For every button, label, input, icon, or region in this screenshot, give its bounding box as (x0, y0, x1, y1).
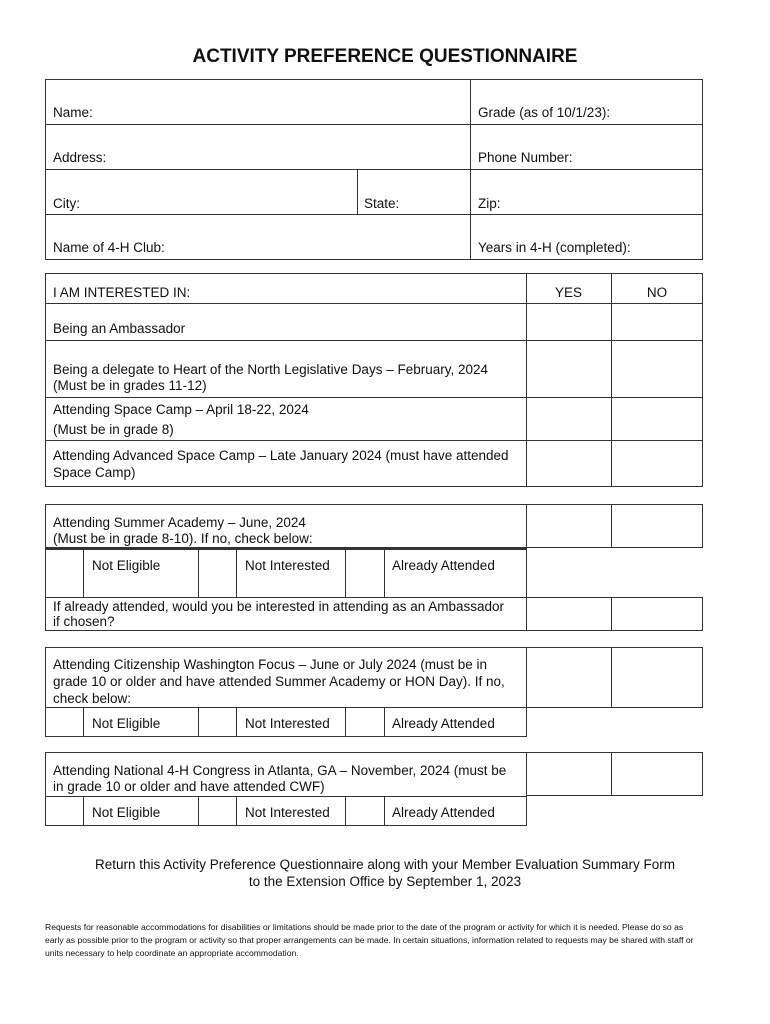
cwf-note: check below: (53, 691, 132, 706)
no-checkbox[interactable] (612, 304, 702, 339)
options-divider (83, 707, 84, 737)
no-header: NO (646, 285, 668, 300)
not-eligible-label: Not Eligible (92, 558, 161, 573)
info-divider (357, 169, 358, 214)
not-interested-label: Not Interested (245, 716, 330, 731)
cwf-note: grade 10 or older and have attended Summer Academy or HON Day). If no, (53, 674, 505, 689)
row-advanced-space-camp: Attending Advanced Space Camp – Late January 2024 (must have attended (53, 448, 509, 463)
options-divider (83, 548, 84, 598)
accommodation-notice: units necessary to help coordinate an appropriate accommodation. (45, 948, 299, 958)
not-eligible-label: Not Eligible (92, 716, 161, 731)
zip-label: Zip: (478, 196, 501, 211)
yes-header: YES (554, 285, 582, 300)
not-eligible-label: Not Eligible (92, 805, 161, 820)
already-attended-checkbox[interactable] (346, 550, 384, 597)
state-field[interactable] (404, 193, 468, 213)
ambassador-followup-label: If already attended, would you be interested in attending as an Ambassador (53, 599, 505, 614)
yes-checkbox[interactable] (527, 441, 610, 486)
name-label: Name: (53, 105, 93, 120)
grade-field[interactable] (618, 102, 700, 122)
club-label: Name of 4-H Club: (53, 240, 165, 255)
address-label: Address: (53, 150, 107, 165)
address-field[interactable] (112, 147, 466, 167)
yes-checkbox[interactable] (527, 304, 610, 339)
row-advanced-space-camp-note: Space Camp) (53, 465, 136, 480)
options-divider (384, 707, 385, 737)
ambassador-followup-note: if chosen? (53, 614, 115, 629)
yes-checkbox[interactable] (527, 341, 610, 396)
congress-label: Attending National 4-H Congress in Atlanta, GA – November, 2024 (must be (53, 763, 507, 778)
return-instructions-deadline: to the Extension Office by September 1, 2023 (248, 874, 522, 889)
not-interested-label: Not Interested (245, 558, 330, 573)
summer-academy-note: (Must be in grade 8-10). If no, check below: (53, 531, 313, 546)
already-attended-checkbox[interactable] (346, 797, 384, 825)
row-ambassador: Being an Ambassador (53, 321, 186, 336)
state-label: State: (364, 196, 400, 211)
no-checkbox[interactable] (612, 441, 702, 486)
cwf-label: Attending Citizenship Washington Focus – June or July 2024 (must be in (53, 657, 487, 672)
phone-field[interactable] (578, 147, 700, 167)
yes-checkbox[interactable] (526, 504, 612, 548)
accommodation-notice: early as possible prior to the program or activity so that proper arrangements can be made. In certain situations, information related to requests may be shared with staff or (45, 935, 694, 945)
no-checkbox[interactable] (612, 341, 702, 396)
name-field[interactable] (100, 102, 464, 122)
grade-label: Grade (as of 10/1/23): (478, 105, 611, 120)
already-attended-label: Already Attended (392, 558, 495, 573)
return-instructions: Return this Activity Preference Questionnaire along with your Member Evaluation Summary Form (95, 857, 675, 872)
info-divider (45, 124, 703, 125)
no-checkbox[interactable] (611, 504, 703, 548)
row-legislative-days-note: (Must be in grades 11-12) (53, 378, 207, 393)
yes-checkbox[interactable] (527, 398, 610, 439)
yes-checkbox[interactable] (526, 752, 612, 796)
already-attended-checkbox[interactable] (346, 708, 384, 736)
not-interested-checkbox[interactable] (199, 797, 236, 825)
options-divider (236, 796, 237, 826)
interest-header: I AM INTERESTED IN: (53, 285, 191, 300)
options-divider (384, 796, 385, 826)
page-title: ACTIVITY PREFERENCE QUESTIONNAIRE (192, 46, 578, 67)
not-interested-checkbox[interactable] (199, 708, 236, 736)
row-legislative-days: Being a delegate to Heart of the North Legislative Days – February, 2024 (53, 362, 489, 377)
options-divider (236, 548, 237, 598)
options-divider (384, 548, 385, 598)
no-checkbox[interactable] (612, 398, 702, 439)
info-divider (45, 214, 703, 215)
not-interested-label: Not Interested (245, 805, 330, 820)
years-field[interactable] (640, 237, 702, 257)
no-checkbox[interactable] (611, 752, 703, 796)
no-checkbox[interactable] (611, 647, 703, 708)
congress-note: in grade 10 or older and have attended CWF) (53, 779, 325, 794)
city-field[interactable] (86, 193, 354, 213)
summer-academy-label: Attending Summer Academy – June, 2024 (53, 515, 306, 530)
city-label: City: (53, 196, 80, 211)
zip-field[interactable] (506, 193, 700, 213)
not-eligible-checkbox[interactable] (46, 797, 83, 825)
yes-checkbox[interactable] (526, 647, 612, 708)
no-checkbox[interactable] (611, 597, 703, 631)
row-space-camp-note: (Must be in grade 8) (53, 422, 174, 437)
phone-label: Phone Number: (478, 150, 573, 165)
accommodation-notice: Requests for reasonable accommodations for disabilities or limitations should be made prior to the date of the program or activity for which it is needed. Please do so as (45, 922, 684, 932)
yes-checkbox[interactable] (526, 597, 612, 631)
row-space-camp: Attending Space Camp – April 18-22, 2024 (53, 402, 309, 417)
not-eligible-checkbox[interactable] (46, 708, 83, 736)
options-divider (236, 707, 237, 737)
club-field[interactable] (172, 237, 466, 257)
info-divider (45, 169, 703, 170)
not-interested-checkbox[interactable] (199, 550, 236, 597)
already-attended-label: Already Attended (392, 805, 495, 820)
info-divider (470, 79, 471, 260)
options-divider (83, 796, 84, 826)
already-attended-label: Already Attended (392, 716, 495, 731)
not-eligible-checkbox[interactable] (46, 550, 83, 597)
years-label: Years in 4-H (completed): (478, 240, 631, 255)
